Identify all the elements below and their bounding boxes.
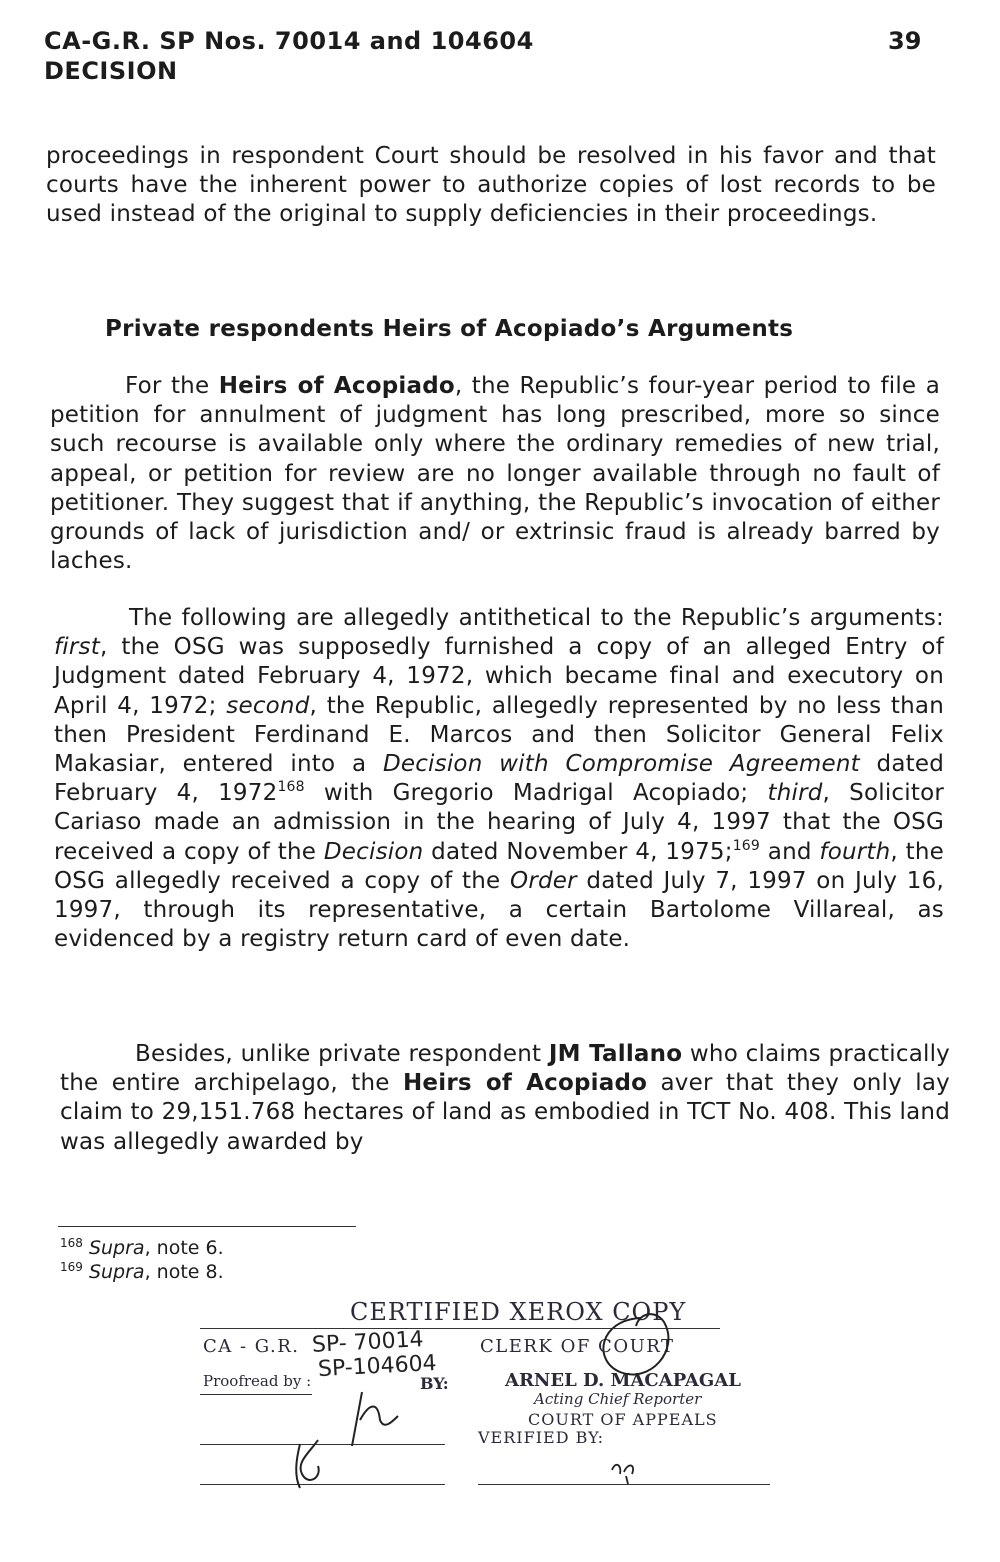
- section-heading: Private respondents Heirs of Acopiado’s Arguments: [105, 316, 794, 342]
- stamp-proofread-label: Proofread by :: [203, 1372, 312, 1390]
- stamp-case-label: CA - G.R.: [203, 1336, 300, 1357]
- signature-scribble-2: [296, 1440, 318, 1488]
- page-number: 39: [888, 27, 922, 55]
- bold-party-name: Heirs of Acopiado: [218, 373, 455, 399]
- paragraph-antithetical: The following are allegedly antithetical to the Republic’s arguments: first, the OSG was supposedly furnished a copy of an alleged Entry of Judgment dated February 4, 1972, which became final and executory on April 4, 1972; second, the Republic, allegedly represented by no less than then President Ferdinand E. Marcos and then Solicitor General Felix Makasiar, entered into a Decision with Compromise Agreement dated February 4, 1972$^{168}$ with Gregorio Madrigal Acopiado; third, Solicitor Cariaso made an admission in the hearing of July 4, 1997 that the OSG received a copy of the Decision dated November 4, 1975;$^{169}$ and fourth, the OSG allegedly received a copy of the Order dated July 7, 1997 on July 16, 1997, through its representative, a certain Bartolome Villareal, as evidenced by a registry return card of even date.: [54, 605, 945, 953]
- footnote-ref-169[interactable]: 169: [732, 837, 761, 854]
- document-type: DECISION: [44, 57, 178, 85]
- handwritten-case-1: SP- 70014: [311, 1327, 425, 1358]
- stamp-clerk-label: CLERK OF COURT: [480, 1336, 675, 1357]
- footnote-item: $^{169}$ Supra, note 8.: [60, 1260, 224, 1283]
- bold-party-name: JM Tallano: [548, 1041, 683, 1067]
- stamp-by-label: BY:: [420, 1374, 449, 1393]
- signature-scribble-1: [352, 1392, 398, 1446]
- bold-party-name: Heirs of Acopiado: [402, 1070, 648, 1097]
- stamp-title: CERTIFIED XEROX COPY: [350, 1298, 687, 1326]
- paragraph-land-claim: Besides, unlike private respondent JM Tallano who claims practically the entire archipelago, the Heirs of Acopiado aver that they only lay claim to 29,151.768 hectares of land as embodied in TCT No. 408. This land was allegedly awarded by: [60, 1041, 950, 1155]
- initials-mark: [612, 1465, 633, 1484]
- signature-circle: [603, 1314, 668, 1374]
- handwritten-case-2: SP-104604: [317, 1350, 438, 1383]
- footnote-ref-168[interactable]: 168: [277, 779, 305, 796]
- paragraph-heirs-arguments: For the Heirs of Acopiado, the Republic’s four-year period to file a petition for annulment of judgment has long prescribed, more so since such recourse is available only where the ordinary remedies of new trial, appeal, or petition for review are no longer available through no fault of petitioner. They suggest that if anything, the Republic’s invocation of either grounds of lack of jurisdiction and/ or extrinsic fraud is already barred by laches.: [50, 373, 940, 575]
- stamp-verified-label: VERIFIED BY:: [478, 1428, 605, 1447]
- paragraph-continuation: proceedings in respondent Court should be resolved in his favor and that courts have the inherent power to authorize copies of lost records to be used instead of the original to supply deficiencies in their proceedings.: [46, 143, 936, 228]
- case-number: CA-G.R. SP Nos. 70014 and 104604: [44, 27, 534, 55]
- stamp-officer-title: Acting Chief Reporter: [534, 1390, 702, 1408]
- stamp-court-name: COURT OF APPEALS: [528, 1410, 718, 1429]
- stamp-officer-name: ARNEL D. MACAPAGAL: [505, 1370, 741, 1391]
- footnote-item: $^{168}$ Supra, note 6.: [60, 1236, 224, 1259]
